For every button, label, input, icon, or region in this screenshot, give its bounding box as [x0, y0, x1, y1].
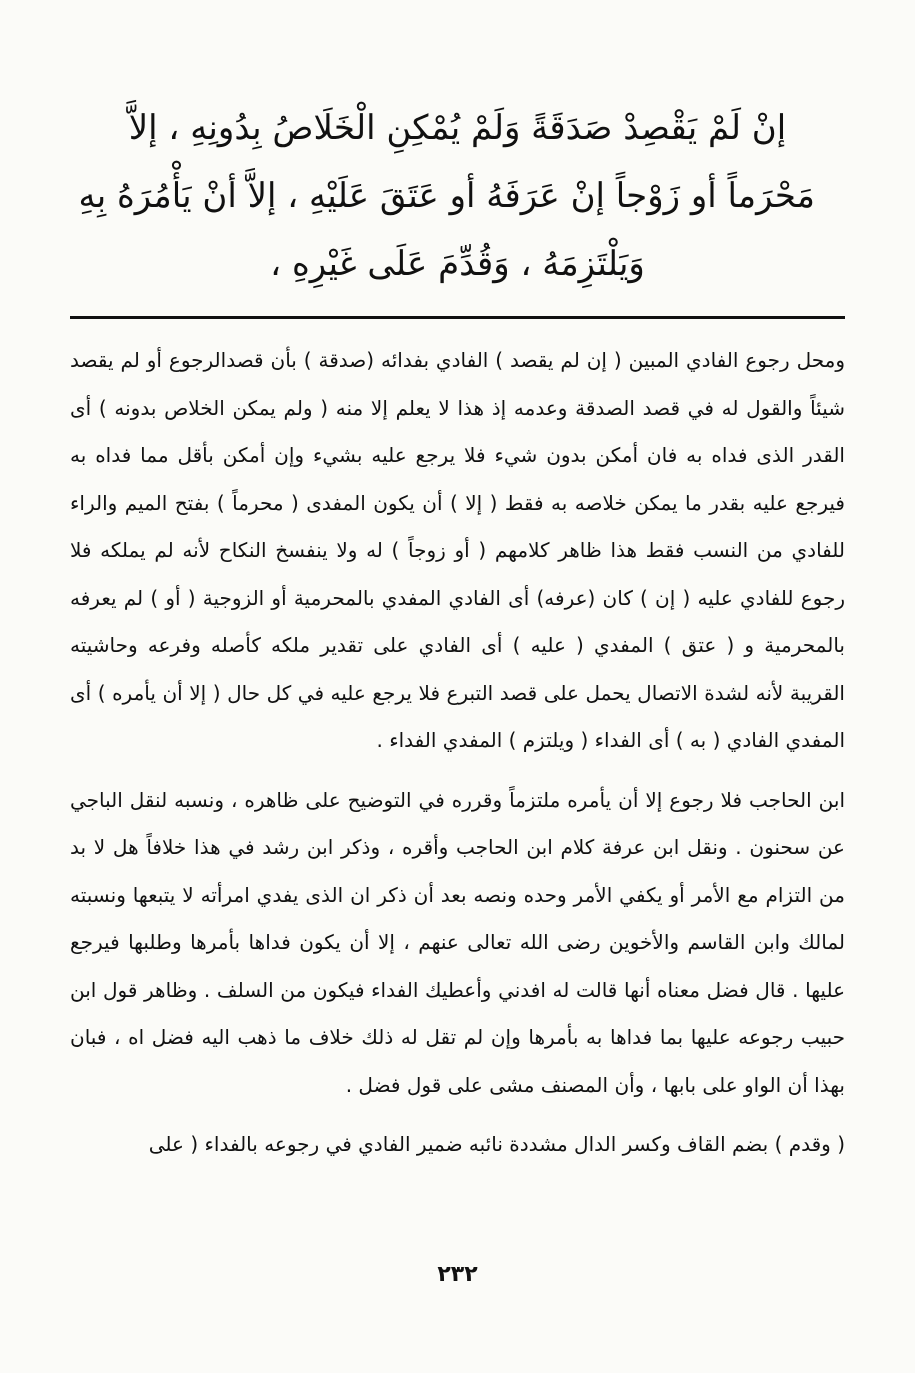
- commentary: [70, 337, 845, 1169]
- commentary-paragraph: ومحل رجوع الفادي المبين ( إن لم يقصد ) الفادي بفدائه (صدقة ) بأن قصدالرجوع أو لم يقصد شيئاً والقول له في قصد الصدقة وعدمه إذ هذا لا يعلم إلا منه ( ولم يمكن الخلاص بدونه ) أى القدر الذى فداه به فان أمكن بدون شيء فلا يرجع عليه بشيء وإن أمكن بأقل مما فداه به فيرجع عليه بقدر ما يمكن خلاصه به فقط ( إلا ) أن يكون المفدى ( محرماً ) بفتح الميم والراء للفادي من النسب فقط هذا ظاهر كلامهم ( أو زوجاً ) له ولا ينفسخ النكاح لأنه لم يملكه فلا رجوع للفادي عليه ( إن ) كان (عرفه) أى الفادي المفدي بالمحرمية أو الزوجية ( أو ) لم يعرفه بالمحرمية و ( عتق ) المفدي ( عليه ) أى الفادي على تقدير ملكه كأصله وفرعه وحاشيته القريبة لأنه لشدة الاتصال يحمل على قصد التبرع فلا يرجع عليه في كل حال ( إلا أن يأمره ) أى المفدي الفادي ( به ) أى الفداء ( ويلتزم ) المفدي الفداء .: [70, 348, 845, 752]
- matn-line: مَحْرَماً أو زَوْجاً إنْ عَرَفَهُ أو عَتَقَ عَلَيْهِ ، إلاَّ أنْ يَأْمُرَهُ بِهِ: [78, 176, 815, 216]
- matn-verse: [78, 94, 815, 298]
- page-number: ٢٣٢: [437, 1262, 478, 1287]
- commentary-paragraph: ابن الحاجب فلا رجوع إلا أن يأمره ملتزماً وقرره في التوضيح على ظاهره ، ونسبه لنقل الباجي عن سحنون . ونقل ابن عرفة كلام ابن الحاجب وأقره ، وذكر ابن رشد في هذا خلافاً هل لا بد من التزام مع الأمر أو يكفي الأمر وحده ونصه بعد أن ذكر ان الذى يفدي امرأته لا يتبعها ونسبته لمالك وابن القاسم والأخوين رضى الله تعالى عنهم ، إلا أن يكون فداها بأمرها وطلبها فيرجع عليها . قال فضل معناه أنها قالت له افدني وأعطيك الفداء فيكون من السلف . وظاهر قول ابن حبيب رجوعه عليها بما فداها به بأمرها وإن لم تقل له ذلك خلاف ما ذهب اليه فضل اه ، فبان بهذا أن الواو على بابها ، وأن المصنف مشى على قول فضل .: [70, 787, 845, 1097]
- commentary-paragraph: ( وقدم ) بضم القاف وكسر الدال مشددة نائبه ضمير الفادي في رجوعه بالفداء ( على: [148, 1132, 845, 1156]
- matn-line: إنْ لَمْ يَقْصِدْ صَدَقَةً وَلَمْ يُمْكِنِ الْخَلَاصُ بِدُونِهِ ، إلاَّ: [128, 108, 787, 148]
- matn-line: وَيَلْتَزِمَهُ ، وَقُدِّمَ عَلَى غَيْرِهِ ،: [270, 244, 645, 284]
- separator-rule: [70, 316, 845, 319]
